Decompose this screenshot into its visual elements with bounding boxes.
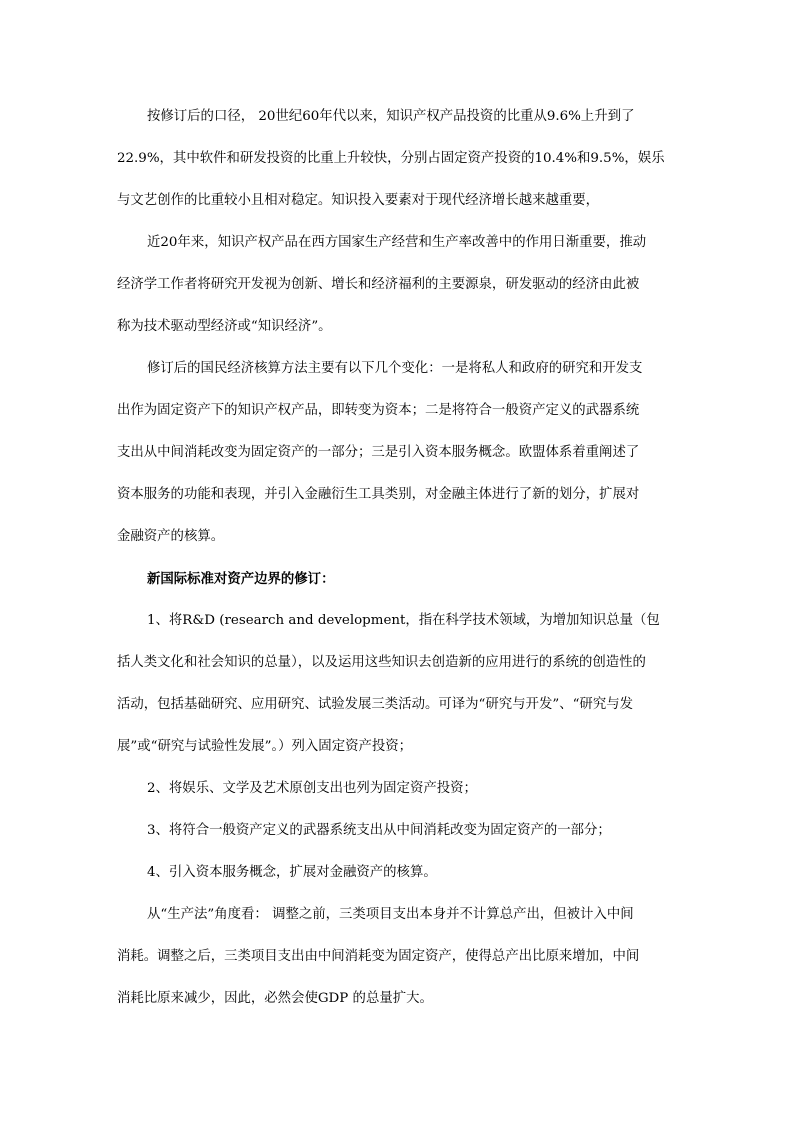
- text-line: 支出从中间消耗改变为固定资产的一部分；三是引入资本服务概念。欧盟体系着重阐述了: [117, 445, 640, 460]
- text-line: 资本服务的功能和表现，并引入金融衍生工具类别，对金融主体进行了新的划分，扩展对: [117, 487, 640, 502]
- paragraph-intro: [117, 96, 679, 222]
- text-line: 2、将娱乐、文学及艺术原创支出也列为固定资产投资；: [147, 781, 477, 796]
- text-line: 3、将符合一般资产定义的武器系统支出从中间消耗改变为固定资产的一部分；: [147, 823, 611, 838]
- text-line: 22.9%，其中软件和研发投资的比重上升较快，分别占固定资产投资的10.4%和9.5%，娱乐: [117, 151, 665, 166]
- text-line: 4、引入资本服务概念，扩展对金融资产的核算。: [147, 865, 437, 880]
- text-line: 经济学工作者将研究开发视为创新、增长和经济福利的主要源泉，研发驱动的经济由此被: [117, 277, 640, 292]
- text-line: 活动，包括基础研究、应用研究、试验发展三类活动。可译为“研究与开发”、“研究与发: [117, 697, 633, 712]
- text-line: 消耗。调整之后，三类项目支出由中间消耗变为固定资产，使得总产出比原来增加，中间: [117, 949, 640, 964]
- text-line: 1、将R&D (research and development，指在科学技术领域，为增加知识总量（包: [147, 613, 660, 628]
- text-line: 从“生产法”角度看： 调整之前，三类项目支出本身并不计算总产出，但被计入中间: [147, 907, 634, 922]
- list-item-2: [117, 768, 679, 810]
- list-item-1: [117, 600, 679, 768]
- paragraph-recent: [117, 222, 679, 348]
- text-line: 金融资产的核算。: [117, 529, 225, 544]
- text-line: 称为技术驱动型经济或“知识经济”。: [117, 319, 332, 334]
- text-line: 消耗比原来减少，因此，必然会使GDP 的总量扩大。: [117, 991, 433, 1006]
- text-line: 按修订后的口径， 20世纪60年代以来，知识产权产品投资的比重从9.6%上升到了: [147, 109, 635, 124]
- text-line: 修订后的国民经济核算方法主要有以下几个变化：一是将私人和政府的研究和开发支: [147, 361, 643, 376]
- list-item-3: [117, 810, 679, 852]
- text-line: 与文艺创作的比重较小且相对稳定。知识投入要素对于现代经济增长越来越重要，: [117, 193, 600, 208]
- text-line: 出作为固定资产下的知识产权产品，即转变为资本；二是将符合一般资产定义的武器系统: [117, 403, 640, 418]
- text-line: 括人类文化和社会知识的总量），以及运用这些知识去创造新的应用进行的系统的创造性的: [117, 655, 646, 670]
- list-item-4: [117, 852, 679, 894]
- paragraph-production: [117, 894, 679, 1020]
- document-body: [117, 96, 679, 1020]
- section-heading: [117, 558, 679, 600]
- heading-text: 新国际标准对资产边界的修订：: [147, 571, 335, 587]
- paragraph-changes: [117, 348, 679, 558]
- text-line: 近20年来，知识产权产品在西方国家生产经营和生产率改善中的作用日渐重要，推动: [147, 235, 647, 250]
- text-line: 展”或“研究与试验性发展”。）列入固定资产投资；: [117, 739, 413, 754]
